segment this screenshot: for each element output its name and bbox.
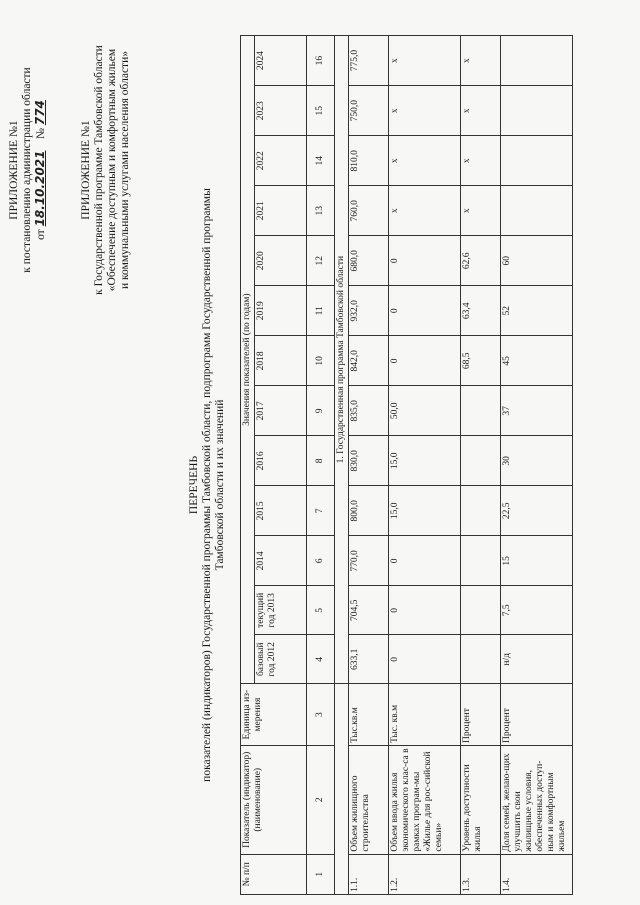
column-number: 6 — [307, 536, 335, 586]
column-number: 2 — [307, 746, 335, 855]
date-prefix: от — [35, 229, 47, 240]
value-cell: х — [461, 186, 501, 236]
appendix-order-title: ПРИЛОЖЕНИЕ №1 — [8, 120, 20, 220]
header-indicator: Показатель (индикатор) (наименование) — [241, 746, 307, 855]
unit-cell: Тыс. кв.м — [389, 684, 461, 746]
value-cell: 842,0 — [349, 336, 389, 386]
column-number: 10 — [307, 336, 335, 386]
column-number: 13 — [307, 186, 335, 236]
year-header: 2024 — [255, 36, 307, 86]
value-cell — [501, 36, 573, 86]
column-number: 1 — [307, 854, 335, 894]
value-cell — [501, 186, 573, 236]
value-cell — [461, 536, 501, 586]
column-number: 11 — [307, 286, 335, 336]
value-cell: н/д — [501, 635, 573, 684]
year-header: 2015 — [255, 486, 307, 536]
table-row — [501, 36, 573, 895]
value-cell — [461, 486, 501, 536]
value-cell: 0 — [389, 336, 461, 386]
row-number: 1.2. — [389, 854, 461, 894]
value-cell: 15,0 — [389, 486, 461, 536]
value-cell: 800,0 — [349, 486, 389, 536]
appendix-program-line4: и коммунальными услугами населения области» — [119, 51, 131, 289]
table-row — [389, 36, 461, 895]
year-header: 2017 — [255, 386, 307, 436]
unit-cell: Тыс.кв.м — [349, 684, 389, 746]
row-number: 1.3. — [461, 854, 501, 894]
appendix-order-date-line — [34, 15, 48, 325]
value-cell: 15,0 — [389, 436, 461, 486]
title-heading: ПЕРЕЧЕНЬ — [188, 455, 200, 515]
header-values: Значения показателей (по годам) — [241, 36, 255, 684]
indicators-table — [240, 35, 573, 895]
appendix-order-block — [8, 15, 48, 325]
value-cell — [501, 86, 573, 136]
value-cell: х — [461, 36, 501, 86]
value-cell: 810,0 — [349, 136, 389, 186]
value-cell — [461, 386, 501, 436]
column-number: 8 — [307, 436, 335, 486]
title-line2: показателей (индикаторов) Государственной программы Тамбовской области, подпрограмм Государственной программы — [201, 188, 213, 782]
value-cell: х — [389, 136, 461, 186]
value-cell — [461, 635, 501, 684]
row-number: 1.1. — [349, 854, 389, 894]
value-cell: х — [389, 86, 461, 136]
column-number: 9 — [307, 386, 335, 436]
indicator-name: Объем ввода жилья экономического клас-са в рамках програм-мы «Жилье для рос-сийской семьи» — [389, 746, 461, 855]
value-cell: 775,0 — [349, 36, 389, 86]
value-cell: 760,0 — [349, 186, 389, 236]
year-header: 2019 — [255, 286, 307, 336]
page-crop-edge — [620, 0, 640, 905]
year-header: текущий год 2013 — [255, 586, 307, 635]
column-number-row — [307, 36, 335, 895]
year-header: 2021 — [255, 186, 307, 236]
title-line3: Тамбовской области и их значений — [214, 399, 226, 571]
indicator-name: Уровень доступности жилья — [461, 746, 501, 855]
appendix-program-line3: «Обеспечение доступным и комфортным жильем — [106, 48, 118, 292]
appendix-program-title: ПРИЛОЖЕНИЕ №1 — [80, 120, 92, 220]
column-number: 12 — [307, 236, 335, 286]
column-number: 14 — [307, 136, 335, 186]
number-prefix: № — [35, 128, 47, 139]
value-cell: 770,0 — [349, 536, 389, 586]
value-cell: 0 — [389, 286, 461, 336]
document-title — [188, 175, 227, 795]
header-no: № п/п — [241, 854, 307, 894]
column-number: 15 — [307, 86, 335, 136]
value-cell: 50,0 — [389, 386, 461, 436]
value-cell: 60 — [501, 236, 573, 286]
value-cell — [501, 136, 573, 186]
value-cell: 68,5 — [461, 336, 501, 386]
table-row — [349, 36, 389, 895]
value-cell: х — [461, 86, 501, 136]
value-cell: х — [461, 136, 501, 186]
value-cell: 633,1 — [349, 635, 389, 684]
year-header: 2014 — [255, 536, 307, 586]
year-header: 2016 — [255, 436, 307, 486]
column-number: 5 — [307, 586, 335, 635]
value-cell — [461, 436, 501, 486]
year-header: 2018 — [255, 336, 307, 386]
value-cell: 37 — [501, 386, 573, 436]
value-cell: 0 — [389, 635, 461, 684]
unit-cell: Процент — [501, 684, 573, 746]
appendix-order-subtitle: к постановлению администрации области — [21, 67, 33, 273]
value-cell: 830,0 — [349, 436, 389, 486]
year-header: 2020 — [255, 236, 307, 286]
value-cell: 680,0 — [349, 236, 389, 286]
value-cell: 932,0 — [349, 286, 389, 336]
column-number: 4 — [307, 635, 335, 684]
appendix-program-line2: к Государственной программе Тамбовской области — [93, 45, 105, 295]
year-header: 2023 — [255, 86, 307, 136]
section-title: 1. Государственная программа Тамбовской области — [335, 36, 349, 684]
column-number: 16 — [307, 36, 335, 86]
value-cell: 15 — [501, 536, 573, 586]
value-cell: 0 — [389, 586, 461, 635]
column-number: 3 — [307, 684, 335, 746]
section-row — [335, 36, 349, 895]
value-cell: 7,5 — [501, 586, 573, 635]
value-cell: 835,0 — [349, 386, 389, 436]
year-header: 2022 — [255, 136, 307, 186]
value-cell: 0 — [389, 536, 461, 586]
header-unit: Единица из-мерения — [241, 684, 307, 746]
value-cell: х — [389, 36, 461, 86]
value-cell: х — [389, 186, 461, 236]
indicator-name: Доля семей, желаю-щих улучшить свои жилищные условия, обеспеченных доступ-ным и комфортным жильем — [501, 746, 573, 855]
value-cell: 30 — [501, 436, 573, 486]
value-cell: 45 — [501, 336, 573, 386]
row-number: 1.4. — [501, 854, 573, 894]
value-cell: 63,4 — [461, 286, 501, 336]
indicator-name: Объем жилищного строительства — [349, 746, 389, 855]
value-cell: 22,5 — [501, 486, 573, 536]
value-cell — [461, 586, 501, 635]
appendix-program-block — [80, 15, 132, 325]
column-number: 7 — [307, 486, 335, 536]
handwritten-number: 774 — [33, 100, 47, 126]
value-cell: 704,5 — [349, 586, 389, 635]
year-header: базовый год 2012 — [255, 635, 307, 684]
value-cell: 62,6 — [461, 236, 501, 286]
value-cell: 750,0 — [349, 86, 389, 136]
table-row — [461, 36, 501, 895]
value-cell: 0 — [389, 236, 461, 286]
unit-cell: Процент — [461, 684, 501, 746]
value-cell: 52 — [501, 286, 573, 336]
handwritten-date: 18.10.2021 — [33, 150, 47, 227]
